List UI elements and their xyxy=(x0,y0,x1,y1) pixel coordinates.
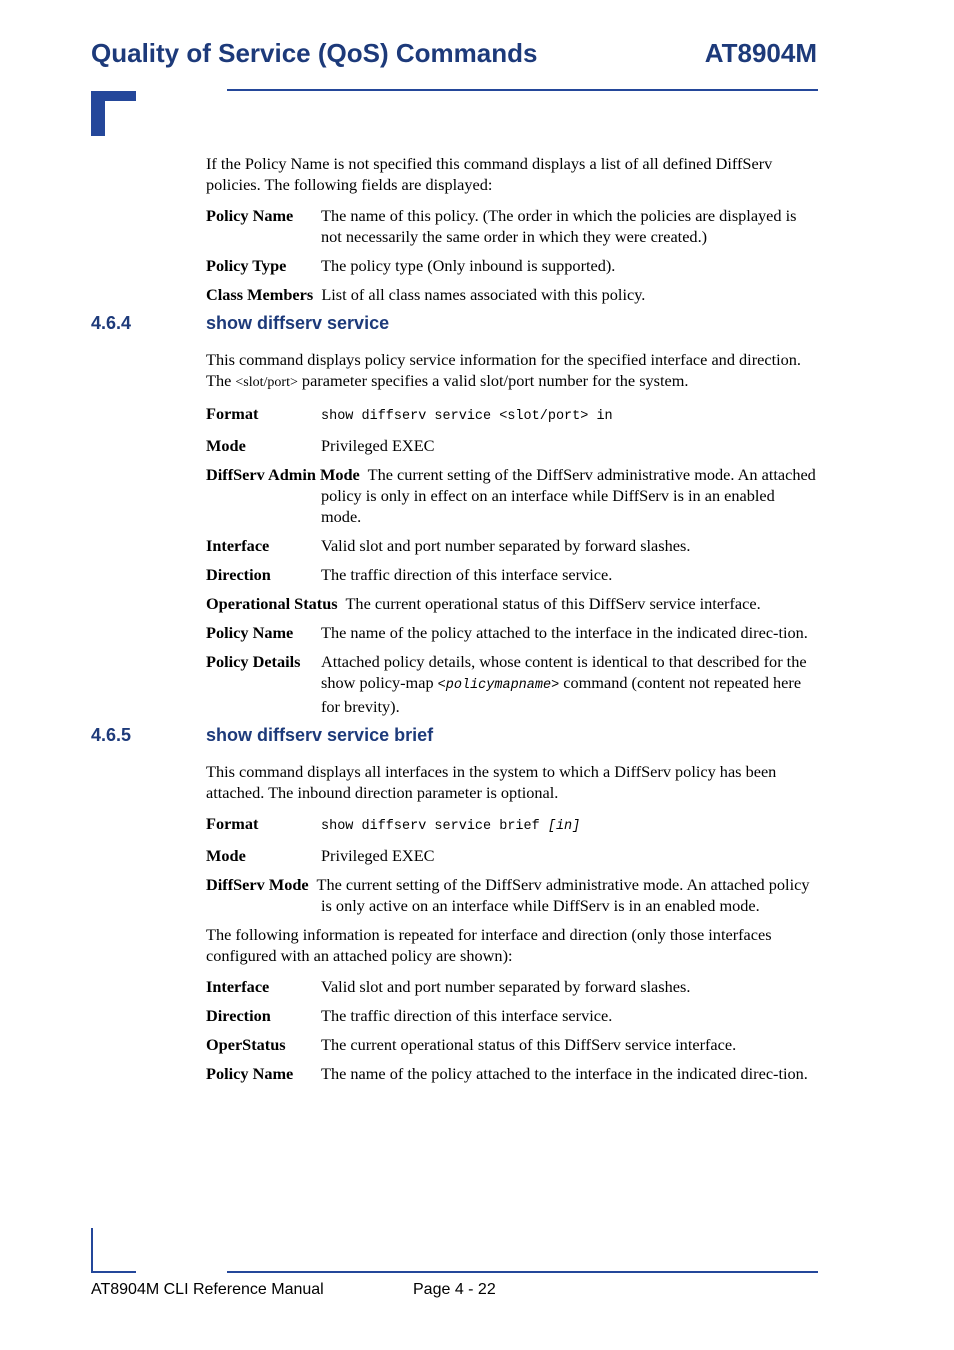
format-row xyxy=(206,403,818,427)
mode-row xyxy=(206,845,818,866)
field-term: Direction xyxy=(206,1006,271,1025)
field-desc: The current setting of the DiffServ administrative mode. An attached policy is only active on an interface while DiffServ is in an enabled mode. xyxy=(316,875,810,915)
field-term: Policy Type xyxy=(206,256,287,275)
section-intro: This command displays all interfaces in the system to which a DiffServ policy has been attached. The inbound direction parameter is optional. xyxy=(206,762,777,802)
product-model: AT8904M xyxy=(704,38,817,68)
format-optional-param: [in] xyxy=(547,819,581,834)
field-term: DiffServ Mode xyxy=(206,875,309,894)
field-row xyxy=(206,284,818,305)
field-row xyxy=(206,255,818,276)
field-term: Policy Name xyxy=(206,206,294,225)
field-desc: The name of the policy attached to the interface in the indicated direc-tion. xyxy=(321,623,808,642)
field-desc: Valid slot and port number separated by forward slashes. xyxy=(321,536,691,555)
field-desc: The policy type (Only inbound is supported). xyxy=(321,256,616,275)
field-row xyxy=(206,1005,818,1026)
footer-rule xyxy=(227,1271,818,1273)
field-desc: The current operational status of this DiffServ service interface. xyxy=(321,1035,737,1054)
footer-corner-vertical xyxy=(91,1228,93,1273)
field-term: Policy Name xyxy=(206,1064,294,1083)
section-title: show diffserv service brief xyxy=(206,725,434,745)
field-term: OperStatus xyxy=(206,1035,286,1054)
format-row xyxy=(206,813,818,837)
field-term: Interface xyxy=(206,977,270,996)
field-desc: The name of this policy. (The order in which the policies are displayed is not necessarily the same order in which they were created.) xyxy=(321,206,797,246)
field-row xyxy=(206,651,818,717)
slot-port-param: <slot/port> xyxy=(235,375,298,390)
format-label: Format xyxy=(206,404,259,423)
section-heading xyxy=(91,725,818,749)
mode-value: Privileged EXEC xyxy=(321,436,435,455)
repeat-paragraph: The following information is repeated for interface and direction (only those interfaces configured with an attached policy are shown): xyxy=(206,925,772,965)
policymapname-param: <policymapname> xyxy=(437,678,560,693)
field-term: Policy Details xyxy=(206,652,301,671)
intro-paragraph: If the Policy Name is not specified this command displays a list of all defined DiffServ policies. The following fields are displayed: xyxy=(206,154,773,194)
section-number: 4.6.5 xyxy=(91,725,132,745)
chapter-title: Quality of Service (QoS) Commands xyxy=(91,38,538,68)
field-row xyxy=(206,205,818,247)
footer-manual-title: AT8904M CLI Reference Manual xyxy=(91,1281,324,1298)
section-intro: This command displays policy service information for the specified interface and direction. The <slot/port> parameter specifies a valid slot/port number for the system. xyxy=(206,350,801,390)
field-row xyxy=(206,535,818,556)
field-desc: List of all class names associated with this policy. xyxy=(321,285,646,304)
field-row xyxy=(206,976,818,997)
field-term: Interface xyxy=(206,536,270,555)
field-desc: The current setting of the DiffServ administrative mode. An attached policy is only in effect on an interface while DiffServ is in an enabled mode. xyxy=(321,465,816,526)
field-row xyxy=(206,564,818,585)
footer-corner-horizontal xyxy=(91,1271,136,1273)
field-row xyxy=(206,1034,818,1055)
field-term: DiffServ Admin Mode xyxy=(206,465,360,484)
field-row xyxy=(206,874,818,916)
mode-label: Mode xyxy=(206,436,246,455)
format-command: show diffserv service <slot/port> in xyxy=(321,409,613,424)
field-desc: The traffic direction of this interface service. xyxy=(321,565,613,584)
header-rule xyxy=(227,89,818,91)
section-heading xyxy=(91,313,818,337)
field-row xyxy=(206,593,818,614)
field-desc: Valid slot and port number separated by forward slashes. xyxy=(321,977,691,996)
mode-row xyxy=(206,435,818,456)
format-command: show diffserv service brief [in] xyxy=(321,819,581,834)
field-term: Policy Name xyxy=(206,623,294,642)
footer-page-number: Page 4 - 22 xyxy=(413,1281,496,1298)
field-desc: The current operational status of this DiffServ service interface. xyxy=(345,594,761,613)
field-desc: The name of the policy attached to the interface in the indicated direc-tion. xyxy=(321,1064,808,1083)
corner-mark-vertical xyxy=(91,91,105,136)
field-row xyxy=(206,1063,818,1084)
format-label: Format xyxy=(206,814,259,833)
section-number: 4.6.4 xyxy=(91,313,132,333)
page-content xyxy=(91,153,818,1092)
field-desc: Attached policy details, whose content is identical to that described for the show policy-map <policymapname> command (content not repeated here for brevity). xyxy=(321,652,807,716)
mode-label: Mode xyxy=(206,846,246,865)
field-row xyxy=(206,464,818,527)
mode-value: Privileged EXEC xyxy=(321,846,435,865)
field-desc: The traffic direction of this interface service. xyxy=(321,1006,613,1025)
section-title: show diffserv service xyxy=(206,313,390,333)
field-term: Class Members xyxy=(206,285,314,304)
field-row xyxy=(206,622,818,643)
field-term: Operational Status xyxy=(206,594,338,613)
field-term: Direction xyxy=(206,565,271,584)
